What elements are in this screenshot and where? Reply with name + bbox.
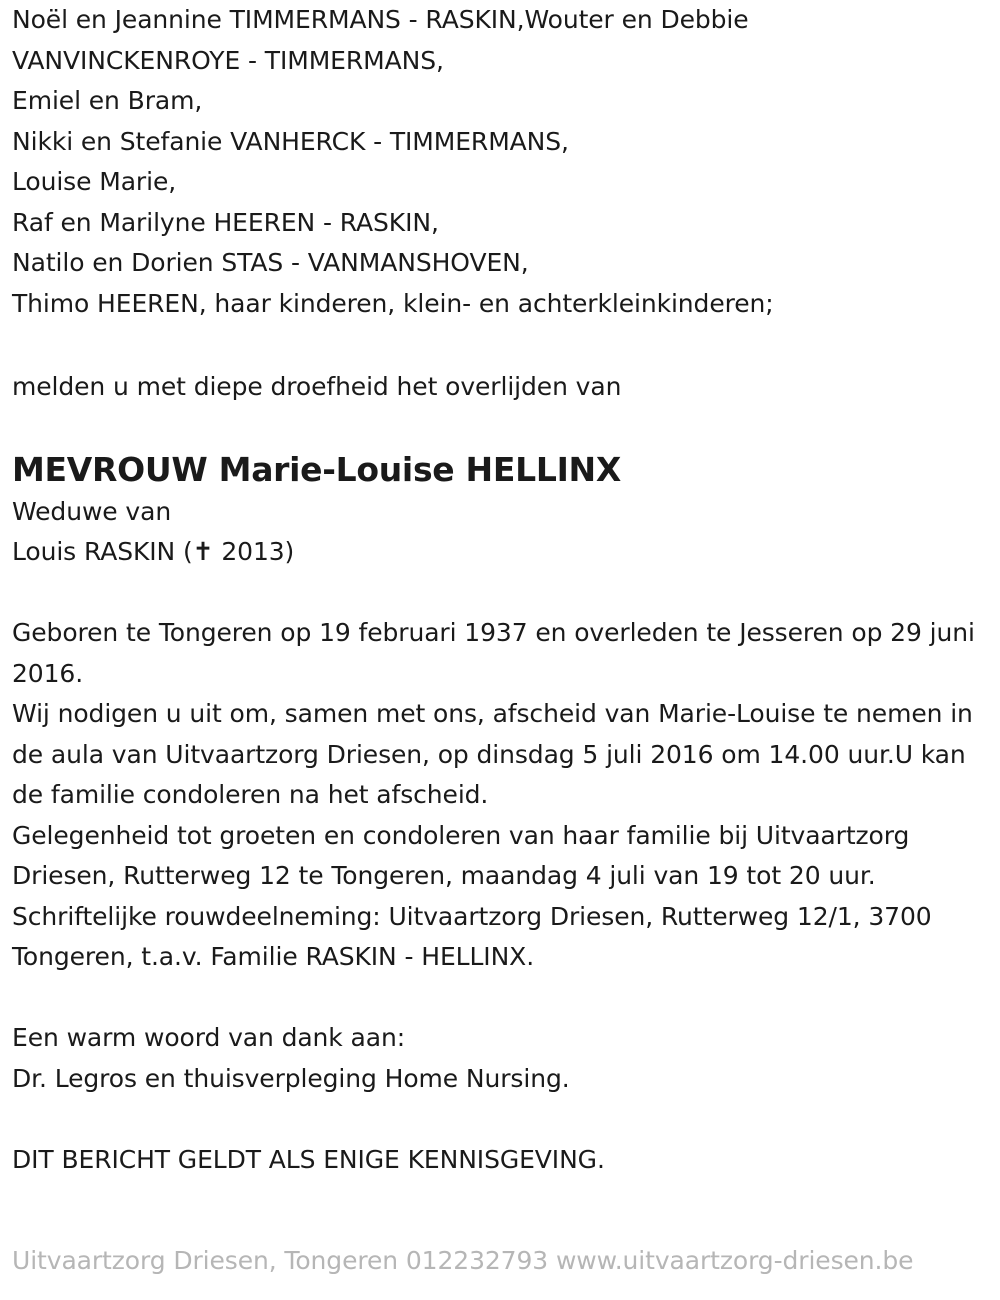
detail-line-birth-death: Geboren te Tongeren op 19 februari 1937 en overleden te Jesseren op 29 juni 2016. (12, 618, 983, 688)
family-name-line: Louise Marie, (12, 167, 177, 196)
family-names-block (12, 0, 988, 324)
spouse-name: Louis RASKIN (✝ 2013) (12, 537, 295, 566)
announcement-block (12, 365, 988, 408)
thanks-block (12, 1018, 988, 1099)
deceased-block (12, 448, 988, 573)
thanks-heading: Een warm woord van dank aan: (12, 1023, 406, 1052)
detail-line-visitation: Gelegenheid tot groeten en condoleren van haar familie bij Uitvaartzorg Driesen, Rutterweg 12 te Tongeren, maandag 4 juli van 19 tot 20 uur. (12, 820, 918, 890)
detail-line-ceremony: Wij nodigen u uit om, samen met ons, afscheid van Marie-Louise te nemen in de aula van Uitvaartzorg Driesen, op dinsdag 5 juli 2016 om 14.00 uur.U kan de familie condoleren na het afscheid. (12, 699, 981, 809)
family-name-line: Nikki en Stefanie VANHERCK - TIMMERMANS, (12, 126, 569, 156)
footer-contact: Uitvaartzorg Driesen, Tongeren 012232793 www.uitvaartzorg-driesen.be (12, 1246, 914, 1275)
paragraph-spacer (12, 407, 988, 448)
thanks-recipients: Dr. Legros en thuisverpleging Home Nursing. (12, 1063, 570, 1093)
detail-line-condolences-address: Schriftelijke rouwdeelneming: Uitvaartzorg Driesen, Rutterweg 12/1, 3700 Tongeren, t.a.v. Familie RASKIN - HELLINX. (12, 901, 940, 971)
deceased-name: MEVROUW Marie-Louise HELLINX (12, 449, 622, 489)
family-name-line: Noël en Jeannine TIMMERMANS - RASKIN,Wouter en Debbie (12, 5, 749, 34)
paragraph-spacer (12, 1099, 988, 1140)
announcement-intro: melden u met diepe droefheid het overlijden van (12, 371, 622, 401)
paragraph-spacer (12, 978, 988, 1019)
paragraph-spacer (12, 324, 988, 365)
relation-label: Weduwe van (12, 496, 172, 526)
details-block (12, 613, 988, 978)
family-name-line: VANVINCKENROYE - TIMMERMANS, (12, 45, 444, 75)
memorial-notice (12, 0, 988, 1180)
family-name-line: Raf en Marilyne HEEREN - RASKIN, (12, 207, 439, 237)
notice-statement-block (12, 1140, 988, 1181)
notice-statement: DIT BERICHT GELDT ALS ENIGE KENNISGEVING. (12, 1144, 605, 1174)
family-name-line: Thimo HEEREN, haar kinderen, klein- en achterkleinkinderen; (12, 288, 774, 318)
paragraph-spacer (12, 573, 988, 614)
family-name-line: Emiel en Bram, (12, 86, 203, 115)
family-name-line: Natilo en Dorien STAS - VANMANSHOVEN, (12, 248, 529, 277)
